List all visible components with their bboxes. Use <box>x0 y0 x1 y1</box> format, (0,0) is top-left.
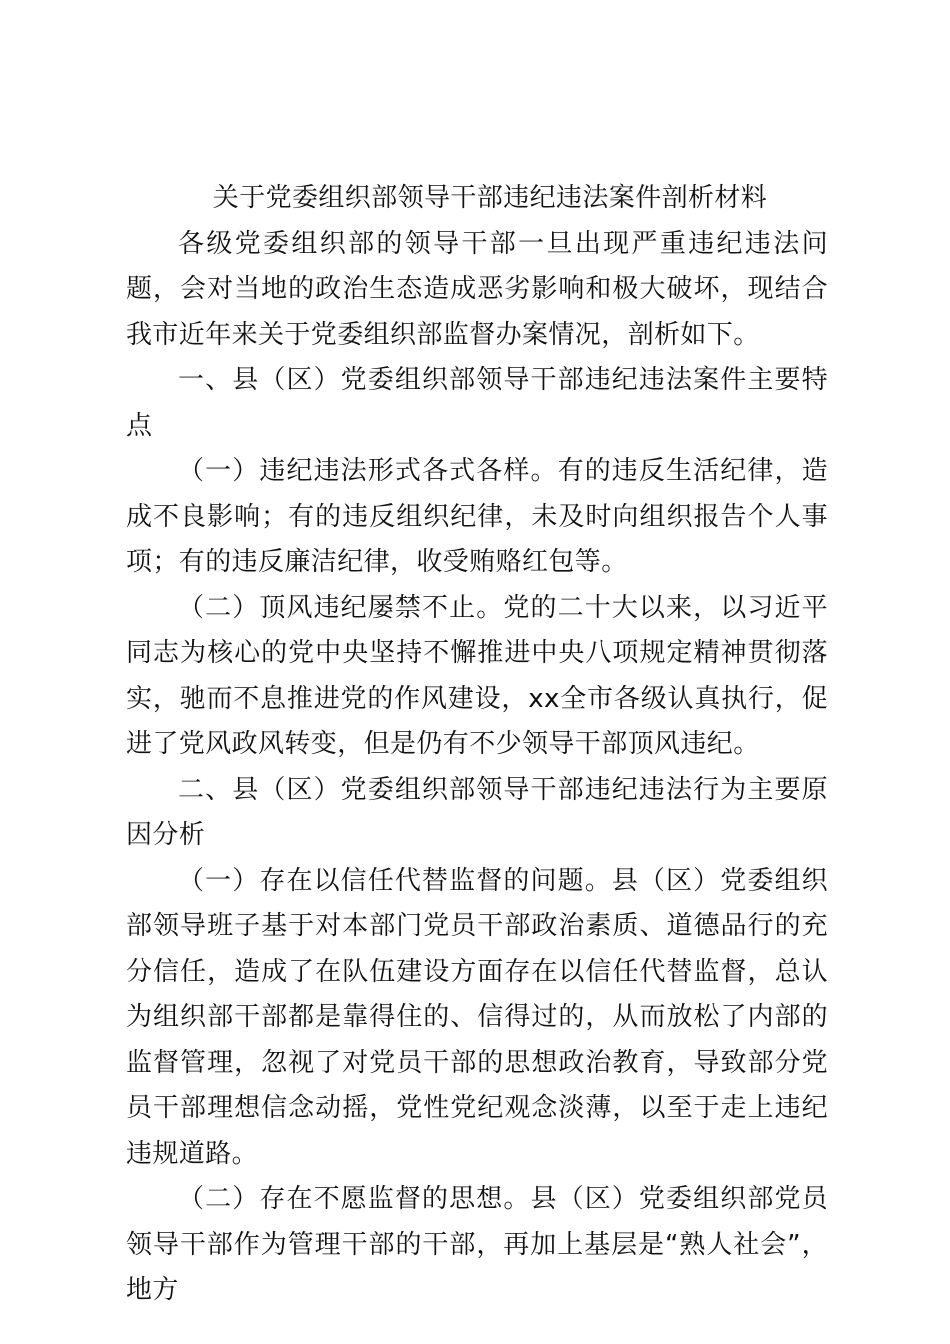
section-heading-2: 二、县（区）党委组织部领导干部违纪违法行为主要原因分析 <box>126 774 828 850</box>
paragraph-2-2: （二）存在不愿监督的思想。县（区）党委组织部党员领导干部作为管理干部的干部，再加上基层是“熟人社会”，地方 <box>126 1184 828 1305</box>
document-title: 关于党委组织部领导干部违纪违法案件剖析材料 <box>212 183 768 213</box>
paragraph-1-1: （一）违纪违法形式各式各样。有的违反生活纪律，造成不良影响；有的违反组织纪律，未及时向组织报告个人事项；有的违反廉洁纪律，收受贿赂红包等。 <box>126 456 828 577</box>
paragraph-1-2: （二）顶风违纪屡禁不止。党的二十大以来，以习近平同志为核心的党中央坚持不懈推进中央八项规定精神贯彻落实，驰而不息推进党的作风建设，xx全市各级认真执行，促进了党风政风转变，但是仍有不少领导干部顶风违纪。 <box>126 592 828 759</box>
document-body <box>126 176 828 1314</box>
intro-paragraph: 各级党委组织部的领导干部一旦出现严重违纪违法问题，会对当地的政治生态造成恶劣影响和极大破坏，现结合我市近年来关于党委组织部监督办案情况，剖析如下。 <box>126 228 828 350</box>
section-heading-1: 一、县（区）党委组织部领导干部违纪违法案件主要特点 <box>126 365 828 441</box>
paragraph-2-1: （一）存在以信任代替监督的问题。县（区）党委组织部领导班子基于对本部门党员干部政治素质、道德品行的充分信任，造成了在队伍建设方面存在以信任代替监督，总认为组织部干部都是靠得住的、信得过的，从而放松了内部的监督管理，忽视了对党员干部的思想政治教育，导致部分党员干部理想信念动摇，党性党纪观念淡薄，以至于走上违纪违规道路。 <box>126 865 828 1169</box>
